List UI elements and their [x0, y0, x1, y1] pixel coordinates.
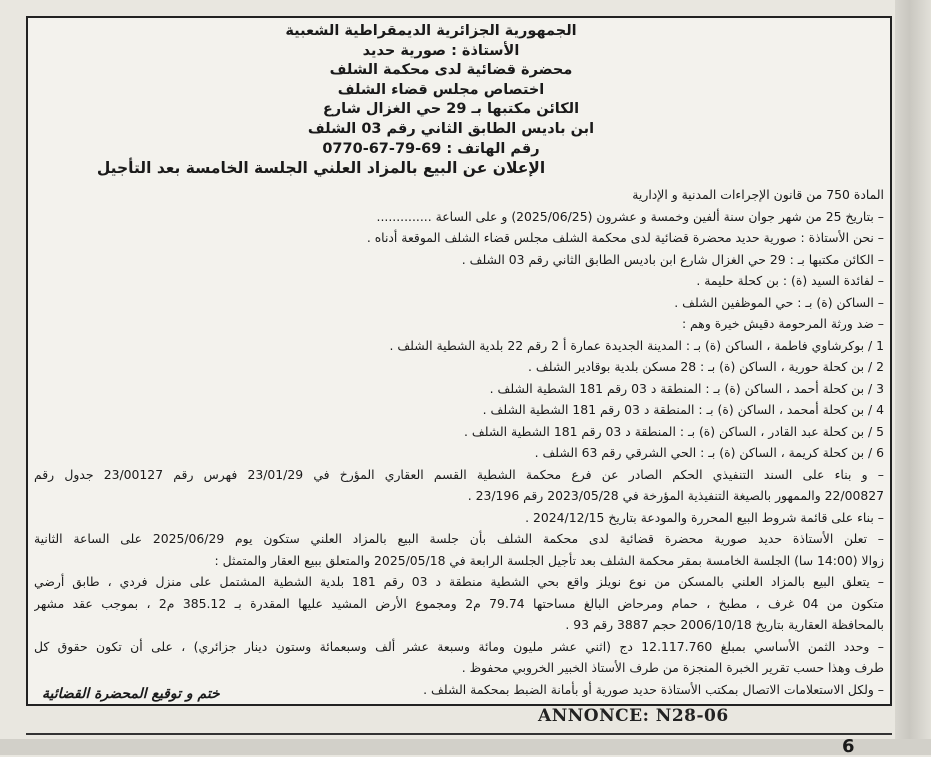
body-line: – و بناء على السند التنفيذي الحكم الصادر عن فرع محكمة الشطية القسم العقاري المؤرخ في 23/01/29 فهرس رقم 23/00127 جدول رقم [34, 466, 884, 482]
announcement-title: الإعلان عن البيع بالمزاد العلني الجلسة الخامسة بعد التأجيل [96, 159, 546, 178]
header-line-country: الجمهورية الجزائرية الديمقراطية الشعبية [285, 23, 577, 39]
header-line-bailiff-title: محضرة قضائية لدى محكمة الشلف [329, 62, 573, 79]
body-line: – تعلن الأستاذة حديد صورية محضرة قضائية لدى محكمة الشلف بأن جلسة البيع بالمزاد العلني ستكون يوم 2025/06/29 على الساعة الثانية [34, 531, 884, 546]
body-line: 22/00827 والممهور بالصيغة التنفيذية المؤرخة في 2023/05/28 رقم 23/196 . [467, 488, 884, 503]
body-line: – نحن الأستاذة : صورية حديد محضرة قضائية لدى محكمة الشلف مجلس قضاء الشلف الموقعة أدناه . [366, 230, 884, 245]
body-line: المادة 750 من قانون الإجراءات المدنية و الإدارية [632, 187, 884, 202]
heir-item: 6 / بن كحلة كريمة ، الساكن (ة) بـ : الحي الشرقي رقم 63 الشلف . [534, 445, 884, 460]
body-line: – يتعلق البيع بالمزاد العلني بالمسكن من نوع نويلز واقع بحي الشطية منطقة د 03 رقم 181 بلدية الشطية المشتمل على منزل فردي ، طابق أرضي [34, 574, 884, 589]
body-line: – الساكن (ة) بـ : حي الموظفين الشلف . [674, 294, 884, 310]
header-line-address-2: ابن باديس الطابق الثاني رقم 03 الشلف [307, 120, 595, 137]
scan-edge-bottom [0, 739, 931, 755]
page-number: 6 [842, 736, 855, 757]
header-line-bailiff-name: الأستاذة : صورية حديد [362, 42, 520, 59]
scan-edge [895, 0, 931, 755]
body-line: متكون من 04 غرف ، مطبخ ، حمام ومرحاض البالغ مساحتها 79.74 م2 ومجموع الأرض المشيد عليها المقدرة بـ 385.12 م2 ، بموجب عقد مشهر [34, 595, 884, 611]
body-line: زوالا (14:00 سا) الجلسة الخامسة بمقر محكمة الشلف بعد تأجيل الجلسة الرابعة في 2025/05/18 والمتعلق ببيع العقار والمتمثل : [214, 552, 884, 568]
announcement-header [28, 22, 894, 179]
body-line: – وحدد الثمن الأساسي بمبلغ 12.117.760 دج (اثني عشر مليون ومائة وسبعة عشر ألف وسبعمائة وستون دينار جزائري) ، على أن تكون حقوق كل [34, 638, 884, 654]
header-line-address-1: الكائن مكتبها بـ 29 حي الغزال شارع [322, 101, 580, 118]
body-line: – لفائدة السيد (ة) : بن كحلة حليمة . [696, 273, 884, 288]
body-line: – ضد ورثة المرحومة دقيش خيرة وهم : [681, 316, 884, 331]
body-line: – بتاريخ 25 من شهر جوان سنة ألفين وخمسة و عشرون (2025/06/25) و على الساعة .............. [376, 208, 884, 224]
heir-item: 5 / بن كحلة عبد القادر ، الساكن (ة) بـ : المنطقة د 03 رقم 181 الشطية الشلف . [464, 423, 884, 439]
signature-caption: ختم و توقيع المحضرة القضائية [42, 686, 220, 702]
body-line: – الكائن مكتبها بـ : 29 حي الغزال شارع ابن باديس الطابق الثاني رقم 03 الشلف . [461, 251, 884, 267]
header-line-jurisdiction: اختصاص مجلس قضاء الشلف [337, 81, 545, 98]
annonce-number: ANNONCE: N28-06 [538, 706, 729, 726]
heir-item: 2 / بن كحلة حورية ، الساكن (ة) بـ : 28 مسكن بلدية بوقادير الشلف . [528, 359, 884, 374]
announcement-body [34, 184, 884, 700]
body-line: بالمحافظة العقارية بتاريخ 2006/10/18 حجم 3887 رقم 93 . [565, 617, 884, 632]
announcement-frame [26, 16, 892, 706]
header-line-phone: رقم الهاتف : 69-79-67-0770 [322, 140, 540, 157]
heir-item: 4 / بن كحلة أمحمد ، الساكن (ة) بـ : المنطقة د 03 رقم 181 الشطية الشلف . [482, 402, 884, 417]
body-line: طرف وهذا حسب تقرير الخبرة المنجزة من طرف الأستاذ الخبير الخروبي محفوظ . [461, 660, 884, 675]
heir-item: 1 / بوكرشاوي فاطمة ، الساكن (ة) بـ : المدينة الجديدة عمارة أ 2 رقم 22 بلدية الشطية الشلف . [389, 337, 884, 353]
bottom-rule [26, 733, 892, 735]
heir-item: 3 / بن كحلة أحمد ، الساكن (ة) بـ : المنطقة د 03 رقم 181 الشطية الشلف . [489, 380, 884, 396]
body-line: – ولكل الاستعلامات الاتصال بمكتب الأستاذة حديد صورية أو بأمانة الضبط بمحكمة الشلف . [423, 681, 884, 697]
body-line: – بناء على قائمة شروط البيع المحررة والمودعة بتاريخ 2024/12/15 . [525, 509, 884, 525]
